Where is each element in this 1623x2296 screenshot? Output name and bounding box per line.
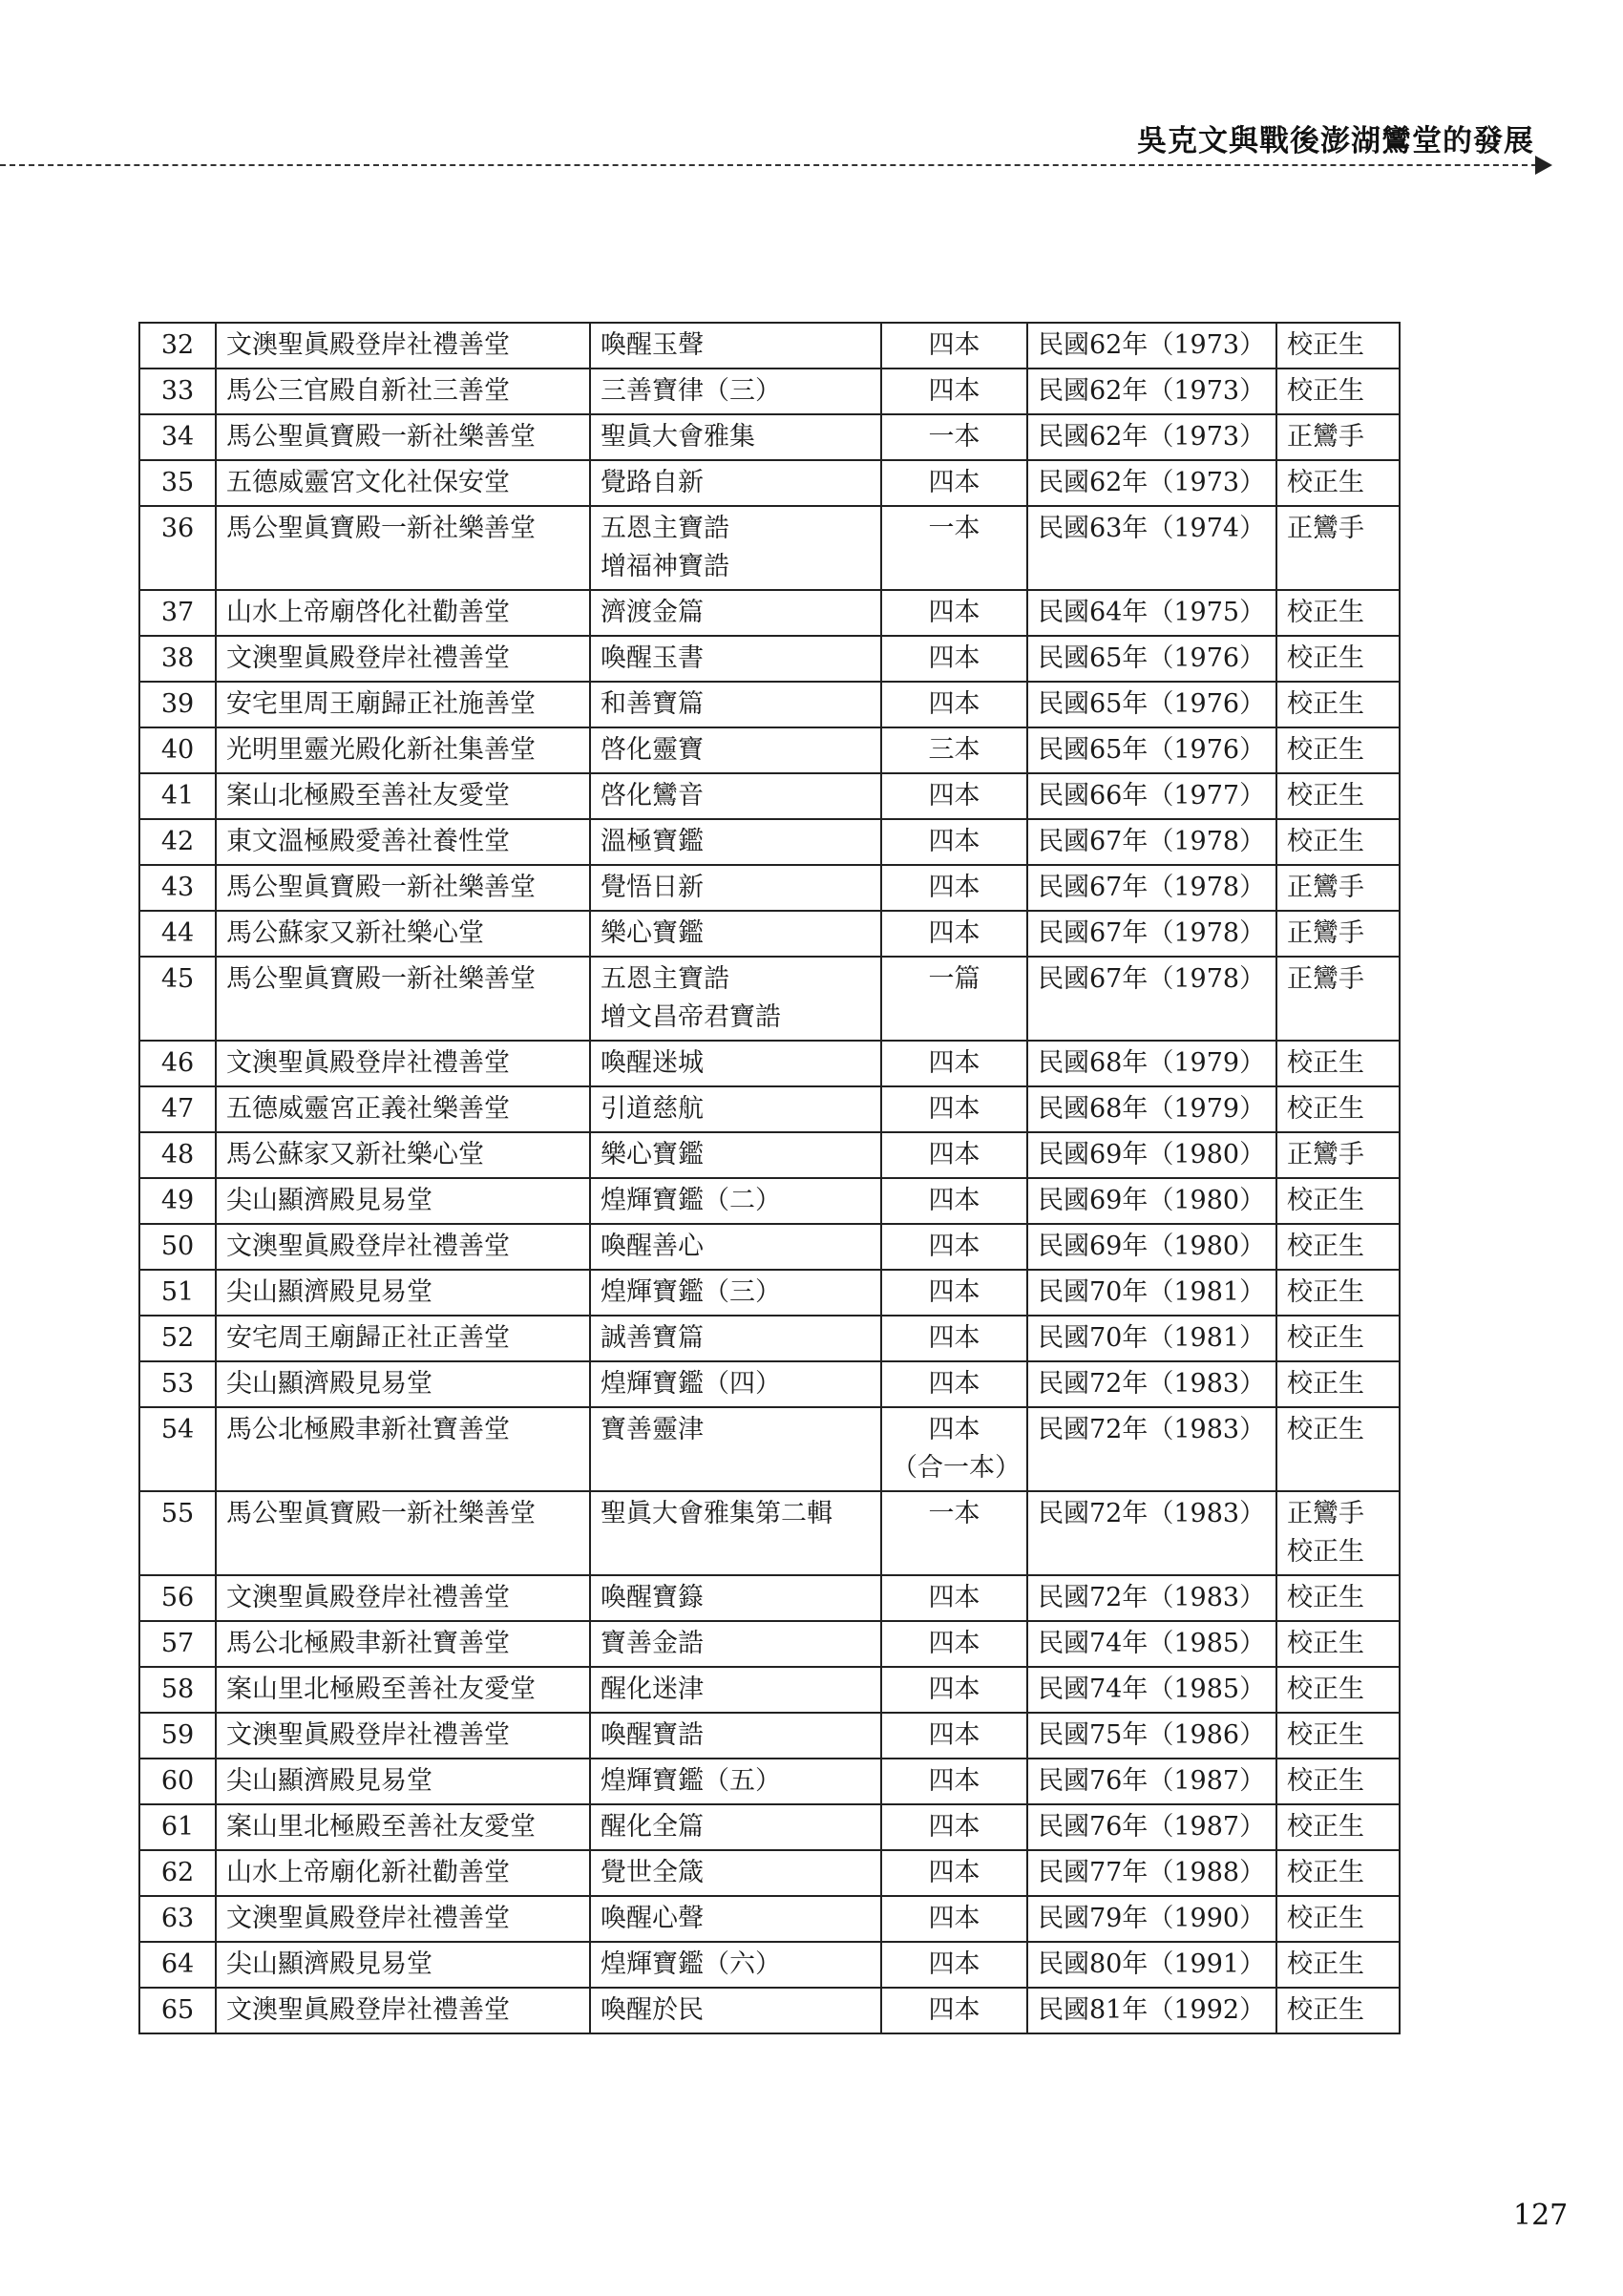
cell-role: 校正生	[1276, 1041, 1400, 1086]
cell-number: 63	[139, 1896, 216, 1942]
cell-volumes: 四本	[881, 369, 1027, 414]
cell-book-title: 醒化迷津	[590, 1667, 881, 1713]
cell-volumes: 四本	[881, 323, 1027, 369]
cell-year: 民國66年（1977）	[1027, 773, 1276, 819]
cell-year: 民國65年（1976）	[1027, 682, 1276, 727]
cell-year: 民國70年（1981）	[1027, 1316, 1276, 1361]
cell-role: 校正生	[1276, 1988, 1400, 2033]
cell-year: 民國74年（1985）	[1027, 1621, 1276, 1667]
cell-number: 49	[139, 1178, 216, 1224]
cell-hall: 文澳聖眞殿登岸社禮善堂	[216, 1041, 590, 1086]
cell-role: 校正生	[1276, 636, 1400, 682]
cell-year: 民國64年（1975）	[1027, 590, 1276, 636]
table-row	[139, 1713, 1400, 1759]
cell-year: 民國62年（1973）	[1027, 414, 1276, 460]
cell-number: 60	[139, 1759, 216, 1804]
table-row	[139, 1896, 1400, 1942]
table-row	[139, 1407, 1400, 1491]
cell-role: 校正生	[1276, 1361, 1400, 1407]
cell-role: 正鸞手 校正生	[1276, 1491, 1400, 1575]
cell-number: 51	[139, 1270, 216, 1316]
cell-volumes: 四本	[881, 819, 1027, 865]
cell-year: 民國81年（1992）	[1027, 1988, 1276, 2033]
cell-volumes: 四本	[881, 1804, 1027, 1850]
cell-year: 民國62年（1973）	[1027, 460, 1276, 506]
cell-year: 民國62年（1973）	[1027, 369, 1276, 414]
table-row	[139, 414, 1400, 460]
table-row	[139, 369, 1400, 414]
table-row	[139, 636, 1400, 682]
cell-year: 民國77年（1988）	[1027, 1850, 1276, 1896]
table-row	[139, 506, 1400, 590]
cell-book-title: 聖眞大會雅集	[590, 414, 881, 460]
cell-hall: 山水上帝廟化新社勸善堂	[216, 1850, 590, 1896]
cell-volumes: 四本	[881, 636, 1027, 682]
cell-year: 民國72年（1983）	[1027, 1575, 1276, 1621]
cell-number: 38	[139, 636, 216, 682]
cell-number: 52	[139, 1316, 216, 1361]
cell-book-title: 覺世全箴	[590, 1850, 881, 1896]
cell-hall: 東文溫極殿愛善社養性堂	[216, 819, 590, 865]
cell-year: 民國67年（1978）	[1027, 957, 1276, 1041]
cell-number: 58	[139, 1667, 216, 1713]
cell-role: 校正生	[1276, 1621, 1400, 1667]
table-body	[139, 323, 1400, 2033]
cell-volumes: 四本 （合一本）	[881, 1407, 1027, 1491]
cell-volumes: 四本	[881, 1621, 1027, 1667]
table-row	[139, 1178, 1400, 1224]
table-row	[139, 819, 1400, 865]
cell-book-title: 喚醒善心	[590, 1224, 881, 1270]
cell-volumes: 四本	[881, 590, 1027, 636]
cell-book-title: 啓化鸞音	[590, 773, 881, 819]
cell-book-title: 煌輝寶鑑（二）	[590, 1178, 881, 1224]
cell-number: 41	[139, 773, 216, 819]
table-row	[139, 1361, 1400, 1407]
cell-year: 民國65年（1976）	[1027, 727, 1276, 773]
cell-volumes: 四本	[881, 1988, 1027, 2033]
cell-volumes: 四本	[881, 773, 1027, 819]
cell-hall: 山水上帝廟啓化社勸善堂	[216, 590, 590, 636]
cell-hall: 案山北極殿至善社友愛堂	[216, 773, 590, 819]
cell-volumes: 四本	[881, 1850, 1027, 1896]
cell-hall: 五德威靈宮文化社保安堂	[216, 460, 590, 506]
cell-hall: 馬公蘇家又新社樂心堂	[216, 911, 590, 957]
table-row	[139, 957, 1400, 1041]
cell-year: 民國65年（1976）	[1027, 636, 1276, 682]
publication-table	[138, 322, 1401, 2034]
cell-role: 校正生	[1276, 727, 1400, 773]
cell-role: 校正生	[1276, 1942, 1400, 1988]
cell-role: 校正生	[1276, 1713, 1400, 1759]
cell-hall: 馬公聖眞寶殿一新社樂善堂	[216, 414, 590, 460]
cell-number: 56	[139, 1575, 216, 1621]
cell-hall: 馬公北極殿聿新社寶善堂	[216, 1621, 590, 1667]
cell-volumes: 三本	[881, 727, 1027, 773]
running-title: 吳克文與戰後澎湖鸞堂的發展	[1137, 124, 1534, 158]
cell-year: 民國67年（1978）	[1027, 819, 1276, 865]
cell-year: 民國76年（1987）	[1027, 1804, 1276, 1850]
cell-number: 46	[139, 1041, 216, 1086]
cell-role: 校正生	[1276, 1850, 1400, 1896]
cell-hall: 文澳聖眞殿登岸社禮善堂	[216, 636, 590, 682]
cell-hall: 文澳聖眞殿登岸社禮善堂	[216, 323, 590, 369]
table-row	[139, 911, 1400, 957]
cell-role: 校正生	[1276, 1575, 1400, 1621]
cell-volumes: 一篇	[881, 957, 1027, 1041]
cell-volumes: 四本	[881, 1575, 1027, 1621]
cell-hall: 馬公三官殿自新社三善堂	[216, 369, 590, 414]
table-row	[139, 1850, 1400, 1896]
cell-book-title: 煌輝寶鑑（四）	[590, 1361, 881, 1407]
cell-number: 33	[139, 369, 216, 414]
cell-book-title: 寶善金誥	[590, 1621, 881, 1667]
table-row	[139, 1224, 1400, 1270]
cell-number: 65	[139, 1988, 216, 2033]
cell-number: 37	[139, 590, 216, 636]
cell-book-title: 啓化靈寶	[590, 727, 881, 773]
cell-year: 民國72年（1983）	[1027, 1491, 1276, 1575]
table-row	[139, 1988, 1400, 2033]
cell-role: 校正生	[1276, 1407, 1400, 1491]
cell-number: 53	[139, 1361, 216, 1407]
cell-number: 62	[139, 1850, 216, 1896]
table-row	[139, 773, 1400, 819]
cell-book-title: 喚醒玉書	[590, 636, 881, 682]
cell-role: 校正生	[1276, 1896, 1400, 1942]
cell-number: 42	[139, 819, 216, 865]
cell-book-title: 三善寶律（三）	[590, 369, 881, 414]
cell-role: 校正生	[1276, 590, 1400, 636]
cell-number: 59	[139, 1713, 216, 1759]
cell-year: 民國63年（1974）	[1027, 506, 1276, 590]
cell-number: 39	[139, 682, 216, 727]
cell-year: 民國76年（1987）	[1027, 1759, 1276, 1804]
cell-book-title: 樂心寶鑑	[590, 1132, 881, 1178]
cell-hall: 馬公聖眞寶殿一新社樂善堂	[216, 1491, 590, 1575]
cell-year: 民國69年（1980）	[1027, 1132, 1276, 1178]
arrow-right-icon	[1535, 156, 1552, 175]
table-row	[139, 1942, 1400, 1988]
cell-volumes: 四本	[881, 1178, 1027, 1224]
table-row	[139, 1491, 1400, 1575]
cell-book-title: 覺路自新	[590, 460, 881, 506]
cell-number: 34	[139, 414, 216, 460]
cell-role: 正鸞手	[1276, 1132, 1400, 1178]
cell-volumes: 一本	[881, 506, 1027, 590]
cell-role: 校正生	[1276, 819, 1400, 865]
cell-hall: 馬公蘇家又新社樂心堂	[216, 1132, 590, 1178]
cell-hall: 尖山顯濟殿見易堂	[216, 1361, 590, 1407]
cell-hall: 馬公北極殿聿新社寶善堂	[216, 1407, 590, 1491]
cell-book-title: 引道慈航	[590, 1086, 881, 1132]
cell-year: 民國69年（1980）	[1027, 1224, 1276, 1270]
cell-role: 校正生	[1276, 773, 1400, 819]
cell-hall: 文澳聖眞殿登岸社禮善堂	[216, 1988, 590, 2033]
table-row	[139, 1667, 1400, 1713]
table-row	[139, 682, 1400, 727]
cell-number: 40	[139, 727, 216, 773]
table-row	[139, 727, 1400, 773]
cell-volumes: 四本	[881, 1942, 1027, 1988]
cell-book-title: 喚醒心聲	[590, 1896, 881, 1942]
cell-hall: 馬公聖眞寶殿一新社樂善堂	[216, 865, 590, 911]
cell-role: 正鸞手	[1276, 957, 1400, 1041]
cell-year: 民國62年（1973）	[1027, 323, 1276, 369]
header-divider	[0, 164, 1537, 166]
cell-volumes: 四本	[881, 460, 1027, 506]
cell-volumes: 四本	[881, 1759, 1027, 1804]
cell-volumes: 四本	[881, 1041, 1027, 1086]
table-row	[139, 1086, 1400, 1132]
cell-book-title: 煌輝寶鑑（三）	[590, 1270, 881, 1316]
cell-hall: 文澳聖眞殿登岸社禮善堂	[216, 1224, 590, 1270]
cell-role: 校正生	[1276, 1667, 1400, 1713]
cell-hall: 案山里北極殿至善社友愛堂	[216, 1804, 590, 1850]
cell-volumes: 四本	[881, 1270, 1027, 1316]
cell-book-title: 喚醒寶誥	[590, 1713, 881, 1759]
cell-hall: 文澳聖眞殿登岸社禮善堂	[216, 1575, 590, 1621]
cell-book-title: 濟渡金篇	[590, 590, 881, 636]
cell-hall: 尖山顯濟殿見易堂	[216, 1942, 590, 1988]
cell-number: 44	[139, 911, 216, 957]
table-row	[139, 323, 1400, 369]
cell-role: 正鸞手	[1276, 865, 1400, 911]
cell-number: 43	[139, 865, 216, 911]
cell-number: 55	[139, 1491, 216, 1575]
cell-number: 64	[139, 1942, 216, 1988]
cell-year: 民國74年（1985）	[1027, 1667, 1276, 1713]
cell-volumes: 四本	[881, 1713, 1027, 1759]
cell-year: 民國72年（1983）	[1027, 1361, 1276, 1407]
cell-book-title: 喚醒於民	[590, 1988, 881, 2033]
cell-volumes: 四本	[881, 1224, 1027, 1270]
cell-hall: 安宅周王廟歸正社正善堂	[216, 1316, 590, 1361]
cell-number: 45	[139, 957, 216, 1041]
cell-book-title: 五恩主寶誥 增文昌帝君寶誥	[590, 957, 881, 1041]
cell-hall: 安宅里周王廟歸正社施善堂	[216, 682, 590, 727]
cell-book-title: 覺悟日新	[590, 865, 881, 911]
table-row	[139, 1316, 1400, 1361]
cell-year: 民國75年（1986）	[1027, 1713, 1276, 1759]
cell-role: 校正生	[1276, 1086, 1400, 1132]
cell-year: 民國72年（1983）	[1027, 1407, 1276, 1491]
cell-number: 57	[139, 1621, 216, 1667]
cell-year: 民國79年（1990）	[1027, 1896, 1276, 1942]
cell-book-title: 聖眞大會雅集第二輯	[590, 1491, 881, 1575]
cell-book-title: 樂心寶鑑	[590, 911, 881, 957]
cell-role: 校正生	[1276, 1804, 1400, 1850]
cell-book-title: 寶善靈津	[590, 1407, 881, 1491]
cell-role: 正鸞手	[1276, 414, 1400, 460]
cell-hall: 文澳聖眞殿登岸社禮善堂	[216, 1713, 590, 1759]
cell-role: 校正生	[1276, 1759, 1400, 1804]
cell-book-title: 誠善寶篇	[590, 1316, 881, 1361]
cell-year: 民國69年（1980）	[1027, 1178, 1276, 1224]
cell-hall: 尖山顯濟殿見易堂	[216, 1270, 590, 1316]
cell-book-title: 喚醒玉聲	[590, 323, 881, 369]
cell-role: 校正生	[1276, 1224, 1400, 1270]
cell-role: 校正生	[1276, 1316, 1400, 1361]
cell-year: 民國67年（1978）	[1027, 865, 1276, 911]
cell-number: 47	[139, 1086, 216, 1132]
cell-book-title: 煌輝寶鑑（五）	[590, 1759, 881, 1804]
cell-hall: 光明里靈光殿化新社集善堂	[216, 727, 590, 773]
cell-volumes: 四本	[881, 911, 1027, 957]
cell-volumes: 四本	[881, 1667, 1027, 1713]
cell-year: 民國70年（1981）	[1027, 1270, 1276, 1316]
cell-hall: 案山里北極殿至善社友愛堂	[216, 1667, 590, 1713]
cell-hall: 五德威靈宮正義社樂善堂	[216, 1086, 590, 1132]
table-row	[139, 1132, 1400, 1178]
cell-role: 正鸞手	[1276, 911, 1400, 957]
cell-number: 54	[139, 1407, 216, 1491]
cell-number: 61	[139, 1804, 216, 1850]
cell-volumes: 一本	[881, 414, 1027, 460]
cell-role: 校正生	[1276, 369, 1400, 414]
cell-volumes: 四本	[881, 865, 1027, 911]
table-row	[139, 460, 1400, 506]
cell-role: 校正生	[1276, 323, 1400, 369]
cell-year: 民國68年（1979）	[1027, 1041, 1276, 1086]
cell-book-title: 和善寶篇	[590, 682, 881, 727]
cell-hall: 馬公聖眞寶殿一新社樂善堂	[216, 957, 590, 1041]
cell-volumes: 四本	[881, 1132, 1027, 1178]
cell-volumes: 四本	[881, 1316, 1027, 1361]
cell-hall: 馬公聖眞寶殿一新社樂善堂	[216, 506, 590, 590]
cell-book-title: 喚醒寶籙	[590, 1575, 881, 1621]
cell-year: 民國80年（1991）	[1027, 1942, 1276, 1988]
cell-book-title: 醒化全篇	[590, 1804, 881, 1850]
page-number: 127	[1513, 2199, 1569, 2232]
cell-hall: 尖山顯濟殿見易堂	[216, 1759, 590, 1804]
cell-book-title: 溫極寶鑑	[590, 819, 881, 865]
cell-volumes: 四本	[881, 682, 1027, 727]
cell-year: 民國68年（1979）	[1027, 1086, 1276, 1132]
cell-book-title: 喚醒迷城	[590, 1041, 881, 1086]
table-row	[139, 1621, 1400, 1667]
cell-role: 校正生	[1276, 1178, 1400, 1224]
cell-number: 50	[139, 1224, 216, 1270]
cell-number: 36	[139, 506, 216, 590]
cell-volumes: 四本	[881, 1896, 1027, 1942]
table-row	[139, 1575, 1400, 1621]
cell-role: 正鸞手	[1276, 506, 1400, 590]
cell-year: 民國67年（1978）	[1027, 911, 1276, 957]
table-row	[139, 1270, 1400, 1316]
cell-book-title: 煌輝寶鑑（六）	[590, 1942, 881, 1988]
table-row	[139, 1041, 1400, 1086]
cell-volumes: 四本	[881, 1361, 1027, 1407]
table-row	[139, 1804, 1400, 1850]
table-row	[139, 1759, 1400, 1804]
cell-number: 35	[139, 460, 216, 506]
cell-volumes: 四本	[881, 1086, 1027, 1132]
cell-number: 48	[139, 1132, 216, 1178]
table-row	[139, 865, 1400, 911]
cell-hall: 文澳聖眞殿登岸社禮善堂	[216, 1896, 590, 1942]
cell-role: 校正生	[1276, 460, 1400, 506]
cell-role: 校正生	[1276, 1270, 1400, 1316]
cell-book-title: 五恩主寶誥 增福神寶誥	[590, 506, 881, 590]
cell-role: 校正生	[1276, 682, 1400, 727]
table-row	[139, 590, 1400, 636]
cell-number: 32	[139, 323, 216, 369]
cell-hall: 尖山顯濟殿見易堂	[216, 1178, 590, 1224]
cell-volumes: 一本	[881, 1491, 1027, 1575]
